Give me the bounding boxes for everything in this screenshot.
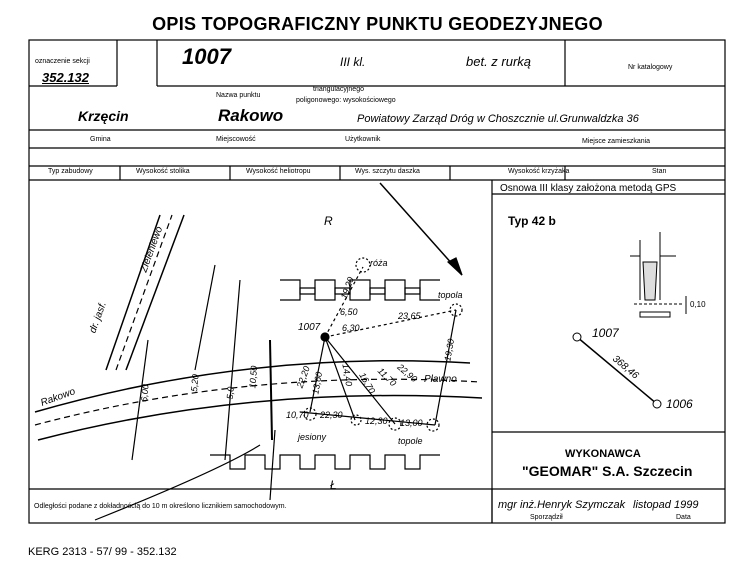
road-zieleniewo-label: Zieleniewo	[138, 225, 166, 274]
point-class: III kl.	[340, 55, 366, 69]
depth-label: 0,10	[690, 300, 706, 309]
accuracy-note: Odległości podane z dokładnością do 10 m określono licznikiem samochodowym.	[34, 503, 287, 510]
dist-10: 13,60	[310, 371, 325, 395]
author-label: Sporządził	[530, 514, 563, 521]
jesiony-label: jesiony	[298, 432, 327, 442]
document-date: listopad 1999	[633, 499, 699, 511]
width-4: 5,0	[224, 386, 236, 400]
name-label: Nazwa punktu	[216, 92, 261, 99]
name-option-2: poligonowego: wysokościowego	[296, 97, 396, 104]
wysokosc-stolika-label: Wysokość stolika	[136, 168, 190, 175]
distance-label: 368,46	[610, 353, 641, 382]
uzytkownik-value: Powiatowy Zarząd Dróg w Choszcznie ul.Grunwaldzka 36	[357, 113, 639, 125]
dist-4: 19,30	[442, 338, 457, 362]
date-label: Data	[676, 514, 691, 521]
dist-14: 22,90	[395, 361, 420, 385]
topole-label: topole	[398, 436, 423, 446]
width-1: 6,00	[139, 383, 151, 403]
uzytkownik-label: Użytkownik	[345, 136, 381, 143]
gmina-value: Krzęcin	[78, 108, 129, 124]
contractor-label: WYKONAWCA	[565, 448, 641, 460]
section-label: oznaczenie sekcji	[35, 58, 90, 65]
roza-label: róża	[370, 258, 388, 268]
dist-3: 23,65	[398, 311, 421, 321]
map-point-label: 1007	[298, 322, 321, 333]
dist-8: 13,00	[400, 418, 423, 428]
miejsce-label: Miejsce zamieszkania	[582, 138, 651, 145]
typ-zabudowy-label: Typ zabudowy	[48, 168, 93, 175]
dist-5: 10,70	[286, 410, 309, 420]
dist-9: 22,20	[294, 364, 312, 390]
point-a-label: 1007	[592, 326, 619, 340]
dist-2: 6,30	[342, 323, 360, 333]
wysokosc-heliotropu-label: Wysokość heliotropu	[246, 168, 311, 175]
section-value: 352.132	[42, 70, 89, 85]
wys-szczytu-daszka-label: Wys. szczytu daszka	[355, 168, 420, 175]
map-north-label: R	[324, 214, 333, 228]
name-option-1: triangulacyjnego	[313, 86, 364, 93]
point-type: bet. z rurką	[466, 54, 532, 69]
author-name: mgr inż.Henryk Szymczak	[498, 499, 626, 511]
width-5: 19,20	[338, 275, 356, 301]
gmina-label: Gmina	[90, 136, 111, 143]
point-number: 1007	[182, 44, 231, 69]
wysokosc-krzyzaka-label: Wysokość krzyżaka	[508, 168, 570, 175]
road-name-label: dr. jasf.	[87, 300, 109, 335]
topola-label: topola	[438, 290, 463, 300]
dist-6: 22,30	[320, 410, 343, 420]
dist-13: 11,70	[375, 365, 399, 389]
road-rakowo-label: Rakowo	[39, 386, 77, 409]
dist-7: 12,30	[365, 416, 388, 426]
document-title: OPIS TOPOGRAFICZNY PUNKTU GEODEZYJNEGO	[152, 14, 603, 34]
contractor-name: "GEOMAR" S.A. Szczecin	[522, 463, 693, 479]
road-plawno-label: Pławno	[424, 374, 457, 385]
point-b-label: 1006	[666, 397, 693, 411]
map-south-label: Ł	[330, 478, 337, 492]
catalog-label: Nr katalogowy	[628, 64, 673, 71]
width-3: 10,50	[247, 365, 260, 389]
width-2: 5,20	[189, 373, 201, 393]
dist-11: 14,40	[340, 363, 355, 387]
dist-1: 6,50	[340, 307, 358, 317]
dist-12: 16,70	[357, 370, 378, 396]
basis-text: Osnowa III klasy założona metodą GPS	[500, 183, 677, 194]
stan-label: Stan	[652, 168, 667, 175]
miejscowosc-label: Miejscowość	[216, 136, 256, 143]
marker-type: Typ 42 b	[508, 214, 556, 228]
reference-number: KERG 2313 - 57/ 99 - 352.132	[28, 546, 177, 558]
miejscowosc-value: Rakowo	[218, 106, 284, 125]
